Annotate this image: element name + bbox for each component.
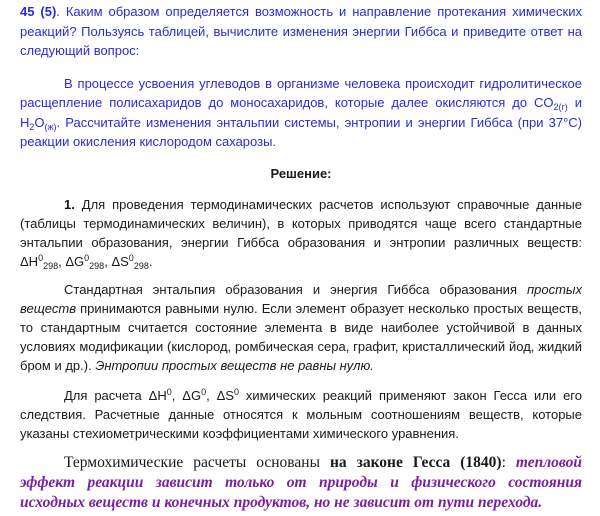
paragraph-2-text-2: принимаются равными нулю. Если элемент образует несколько простых веществ, то стандартным считается состояние элемента в виде наиболее устойчивой в данных условиях модификации (кислород, ромбическая сера, графит, кристаллический йод, жидкий бром и др.). <box>20 301 582 373</box>
task-question <box>20 74 582 152</box>
paragraph-3 <box>20 386 582 443</box>
task-statement <box>20 0 582 61</box>
simple-substances-italic: простых веществ <box>20 282 582 316</box>
delta-h: ΔH <box>20 254 39 269</box>
paragraph-2-text-1: Стандартная энтальпия образования и энергия Гиббса образования <box>64 282 527 297</box>
h2o-subscript-2: 2 <box>29 121 35 132</box>
paragraph-4-text: Термохимические расчеты основаны <box>64 454 330 471</box>
separator: , <box>206 388 217 403</box>
separator: , <box>58 254 66 269</box>
colon: : <box>501 454 516 471</box>
question-and: и H <box>20 95 583 130</box>
h2o-o: O <box>34 114 45 130</box>
sub-298: 298 <box>89 261 105 271</box>
sub-298: 298 <box>43 261 59 271</box>
delta-g: ΔG <box>182 388 202 403</box>
separator: , <box>171 388 183 403</box>
sub-298: 298 <box>133 261 149 271</box>
delta-h: ΔH <box>148 388 167 403</box>
h2o-state-subscript: (ж) <box>44 121 57 132</box>
task-text: . Каким образом определяется возможность и направление протекания химических реакций? Пользуясь таблицей, вычислите изменения энергии Гиббса и приведите ответ на следующий вопрос: <box>20 4 582 58</box>
paragraph-1 <box>20 195 582 271</box>
sup-zero: 0 <box>233 387 239 397</box>
sup-zero: 0 <box>38 253 44 263</box>
paragraph-3-text-1: Для расчета <box>64 388 149 403</box>
delta-g: ΔG <box>65 254 85 269</box>
sup-zero: 0 <box>128 253 134 263</box>
paragraph-3-text-2: химических реакций применяют закон Гесса или его следствия. Расчетные данные относятся к мольным соотношениям веществ, которые указаны стехиометрическими коэффициентами химического уравнения. <box>20 388 582 441</box>
hess-law-statement: тепловой эффект реакции зависит только от природы и физического состояния исходных веществ и конечных продуктов, но не зависит от пути перехода. <box>20 454 582 511</box>
task-number: 45 (5) <box>20 4 57 19</box>
paragraph-number: 1. <box>64 197 75 212</box>
hess-law-bold: на законе Гесса (1840) <box>329 454 502 471</box>
sup-zero: 0 <box>201 387 207 397</box>
delta-s: ΔS <box>111 254 129 269</box>
co2-subscript: 2(г) <box>553 102 568 112</box>
solution-heading: Решение: <box>270 165 332 181</box>
hess-law-paragraph <box>20 453 582 513</box>
paragraph-1-text: Для проведения термодинамических расчетов используют справочные данные (таблицы термодинамических величин), в которых приводятся чаще всего стандартные энтальпии образования, энергии Гиббса образования и энтропии различных веществ: <box>20 197 582 250</box>
question-text-1: В процессе усвоения углеводов в организме человека происходит гидролитическое расщепление полисахаридов до моносахаридов, которые далее окисляются до CO <box>20 75 582 110</box>
delta-s: ΔS <box>216 388 234 403</box>
sup-zero: 0 <box>166 387 172 397</box>
question-text-2: . Рассчитайте изменения энтальпии системы, энтропии и энергии Гиббса (при 37°С) реакции окисления кислородом сахарозы. <box>20 114 582 149</box>
entropy-note-italic: Энтропии простых веществ не равны нулю. <box>95 358 374 373</box>
paragraph-2 <box>20 280 582 375</box>
period: . <box>148 254 153 269</box>
sup-zero: 0 <box>84 253 90 263</box>
separator: , <box>104 254 112 269</box>
